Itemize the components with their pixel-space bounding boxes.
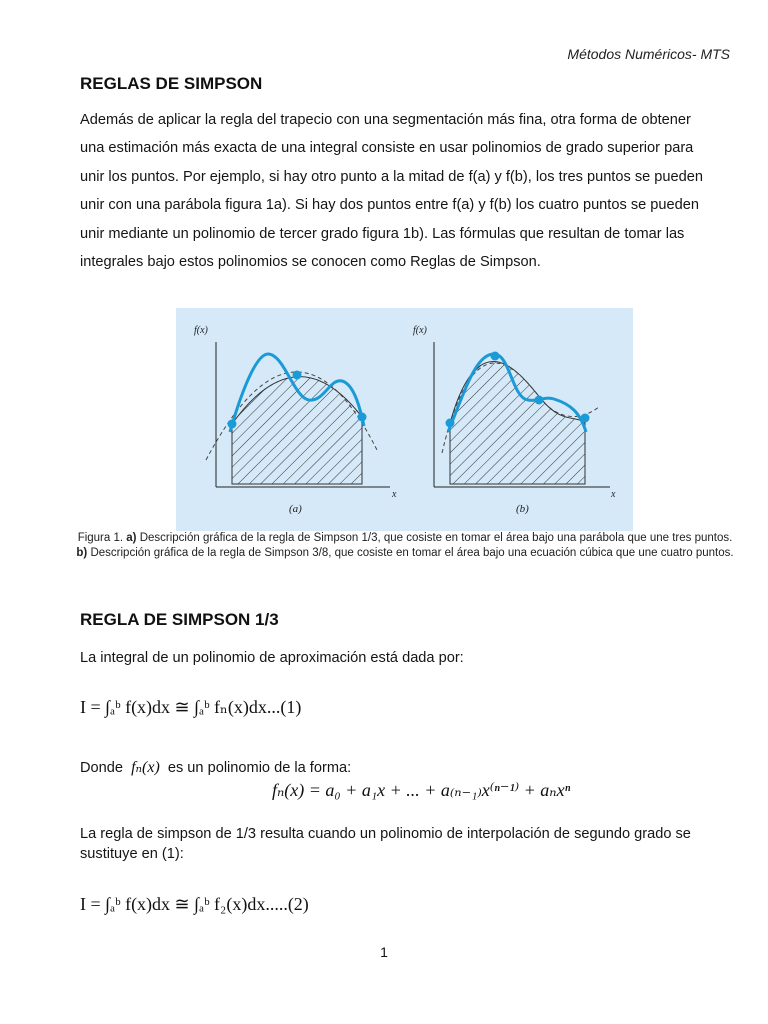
paragraph-line: unir los puntos. Por ejemplo, si hay otro punto a la mitad de f(a) y f(b), los tres puntos se pueden (80, 168, 703, 185)
integral-intro-text: La integral de un polinomio de aproximación está dada por: (80, 650, 464, 666)
panel-a-ylabel: f(x) (194, 325, 208, 336)
panel-b-point (581, 414, 590, 423)
panel-b-label: (b) (516, 503, 529, 515)
panel-b-hatched-area (450, 328, 586, 486)
donde-prefix: Donde (80, 760, 124, 776)
panel-a-point (228, 420, 237, 429)
caption-a-tag: a) (126, 532, 137, 544)
figure-caption (76, 531, 734, 560)
intro-paragraph (80, 106, 730, 276)
panel-a-xlabel: x (392, 489, 397, 500)
equation-1: I = ∫ₐᵇ f(x)dx ≅ ∫ₐᵇ fₙ(x)dx...(1) (80, 697, 302, 717)
paragraph-line: La regla de simpson de 1/3 resulta cuando un polinomio de interpolación de segundo grado se (80, 826, 691, 842)
paragraph-line: sustituye en (1): (80, 846, 184, 862)
caption-a-text: Descripción gráfica de la regla de Simpson 1/3, que cosiste en tomar el área bajo una parábola que une tres puntos. (136, 532, 733, 544)
panel-b (434, 328, 610, 487)
section-title-regla-simpson-1-3: REGLA DE SIMPSON 1/3 (80, 610, 279, 629)
panel-a-hatched-area (232, 328, 363, 486)
caption-prefix: Figura 1. (77, 532, 127, 544)
simpson-figure-svg (176, 308, 633, 531)
caption-b-tag: b) (76, 546, 88, 559)
page-number: 1 (380, 944, 388, 960)
panel-b-xlabel: x (611, 489, 616, 500)
donde-suffix: es un polinomio de la forma: (167, 760, 352, 776)
section-title-reglas-de-simpson: REGLAS DE SIMPSON (80, 74, 263, 93)
panel-b-point (446, 419, 455, 428)
paragraph-line: integrales bajo estos polinomios se conocen como Reglas de Simpson. (80, 254, 541, 271)
caption-b-text: Descripción gráfica de la regla de Simpson 3/8, que cosiste en tomar el área bajo una ecuación cúbica que une cuatro puntos. (87, 546, 734, 559)
running-header: Métodos Numéricos- MTS (567, 46, 730, 62)
paragraph-line: una estimación más exacta de una integral consiste en usar polinomios de grado superior para (80, 140, 694, 157)
panel-a-point (358, 413, 367, 422)
panel-a-label: (a) (289, 503, 302, 515)
panel-a-point (293, 371, 302, 380)
equation-2: I = ∫ₐᵇ f(x)dx ≅ ∫ₐᵇ f₂(x)dx.....(2) (80, 894, 309, 914)
fn-symbol: fₙ(x) (131, 759, 160, 776)
panel-b-ylabel: f(x) (413, 325, 427, 336)
donde-line (80, 757, 351, 777)
panel-b-point (535, 396, 544, 405)
paragraph-line: unir con una parábola figura 1a). Si hay dos puntos entre f(a) y f(b) los cuatro puntos se pueden (80, 197, 699, 214)
polynomial-equation: fₙ(x) = a₀ + a₁x + ... + a₍ₙ₋₁₎x⁽ⁿ⁻¹⁾ + aₙxⁿ (272, 780, 571, 800)
simpson-figure (176, 308, 633, 531)
paragraph-line: Además de aplicar la regla del trapecio con una segmentación más fina, otra forma de obtener (80, 112, 691, 128)
simpson-13-paragraph (80, 824, 730, 864)
panel-a (206, 328, 390, 487)
panel-b-point (491, 352, 500, 361)
paragraph-line: unir mediante un polinomio de tercer grado figura 1b). Las fórmulas que resultan de tomar las (80, 225, 685, 242)
